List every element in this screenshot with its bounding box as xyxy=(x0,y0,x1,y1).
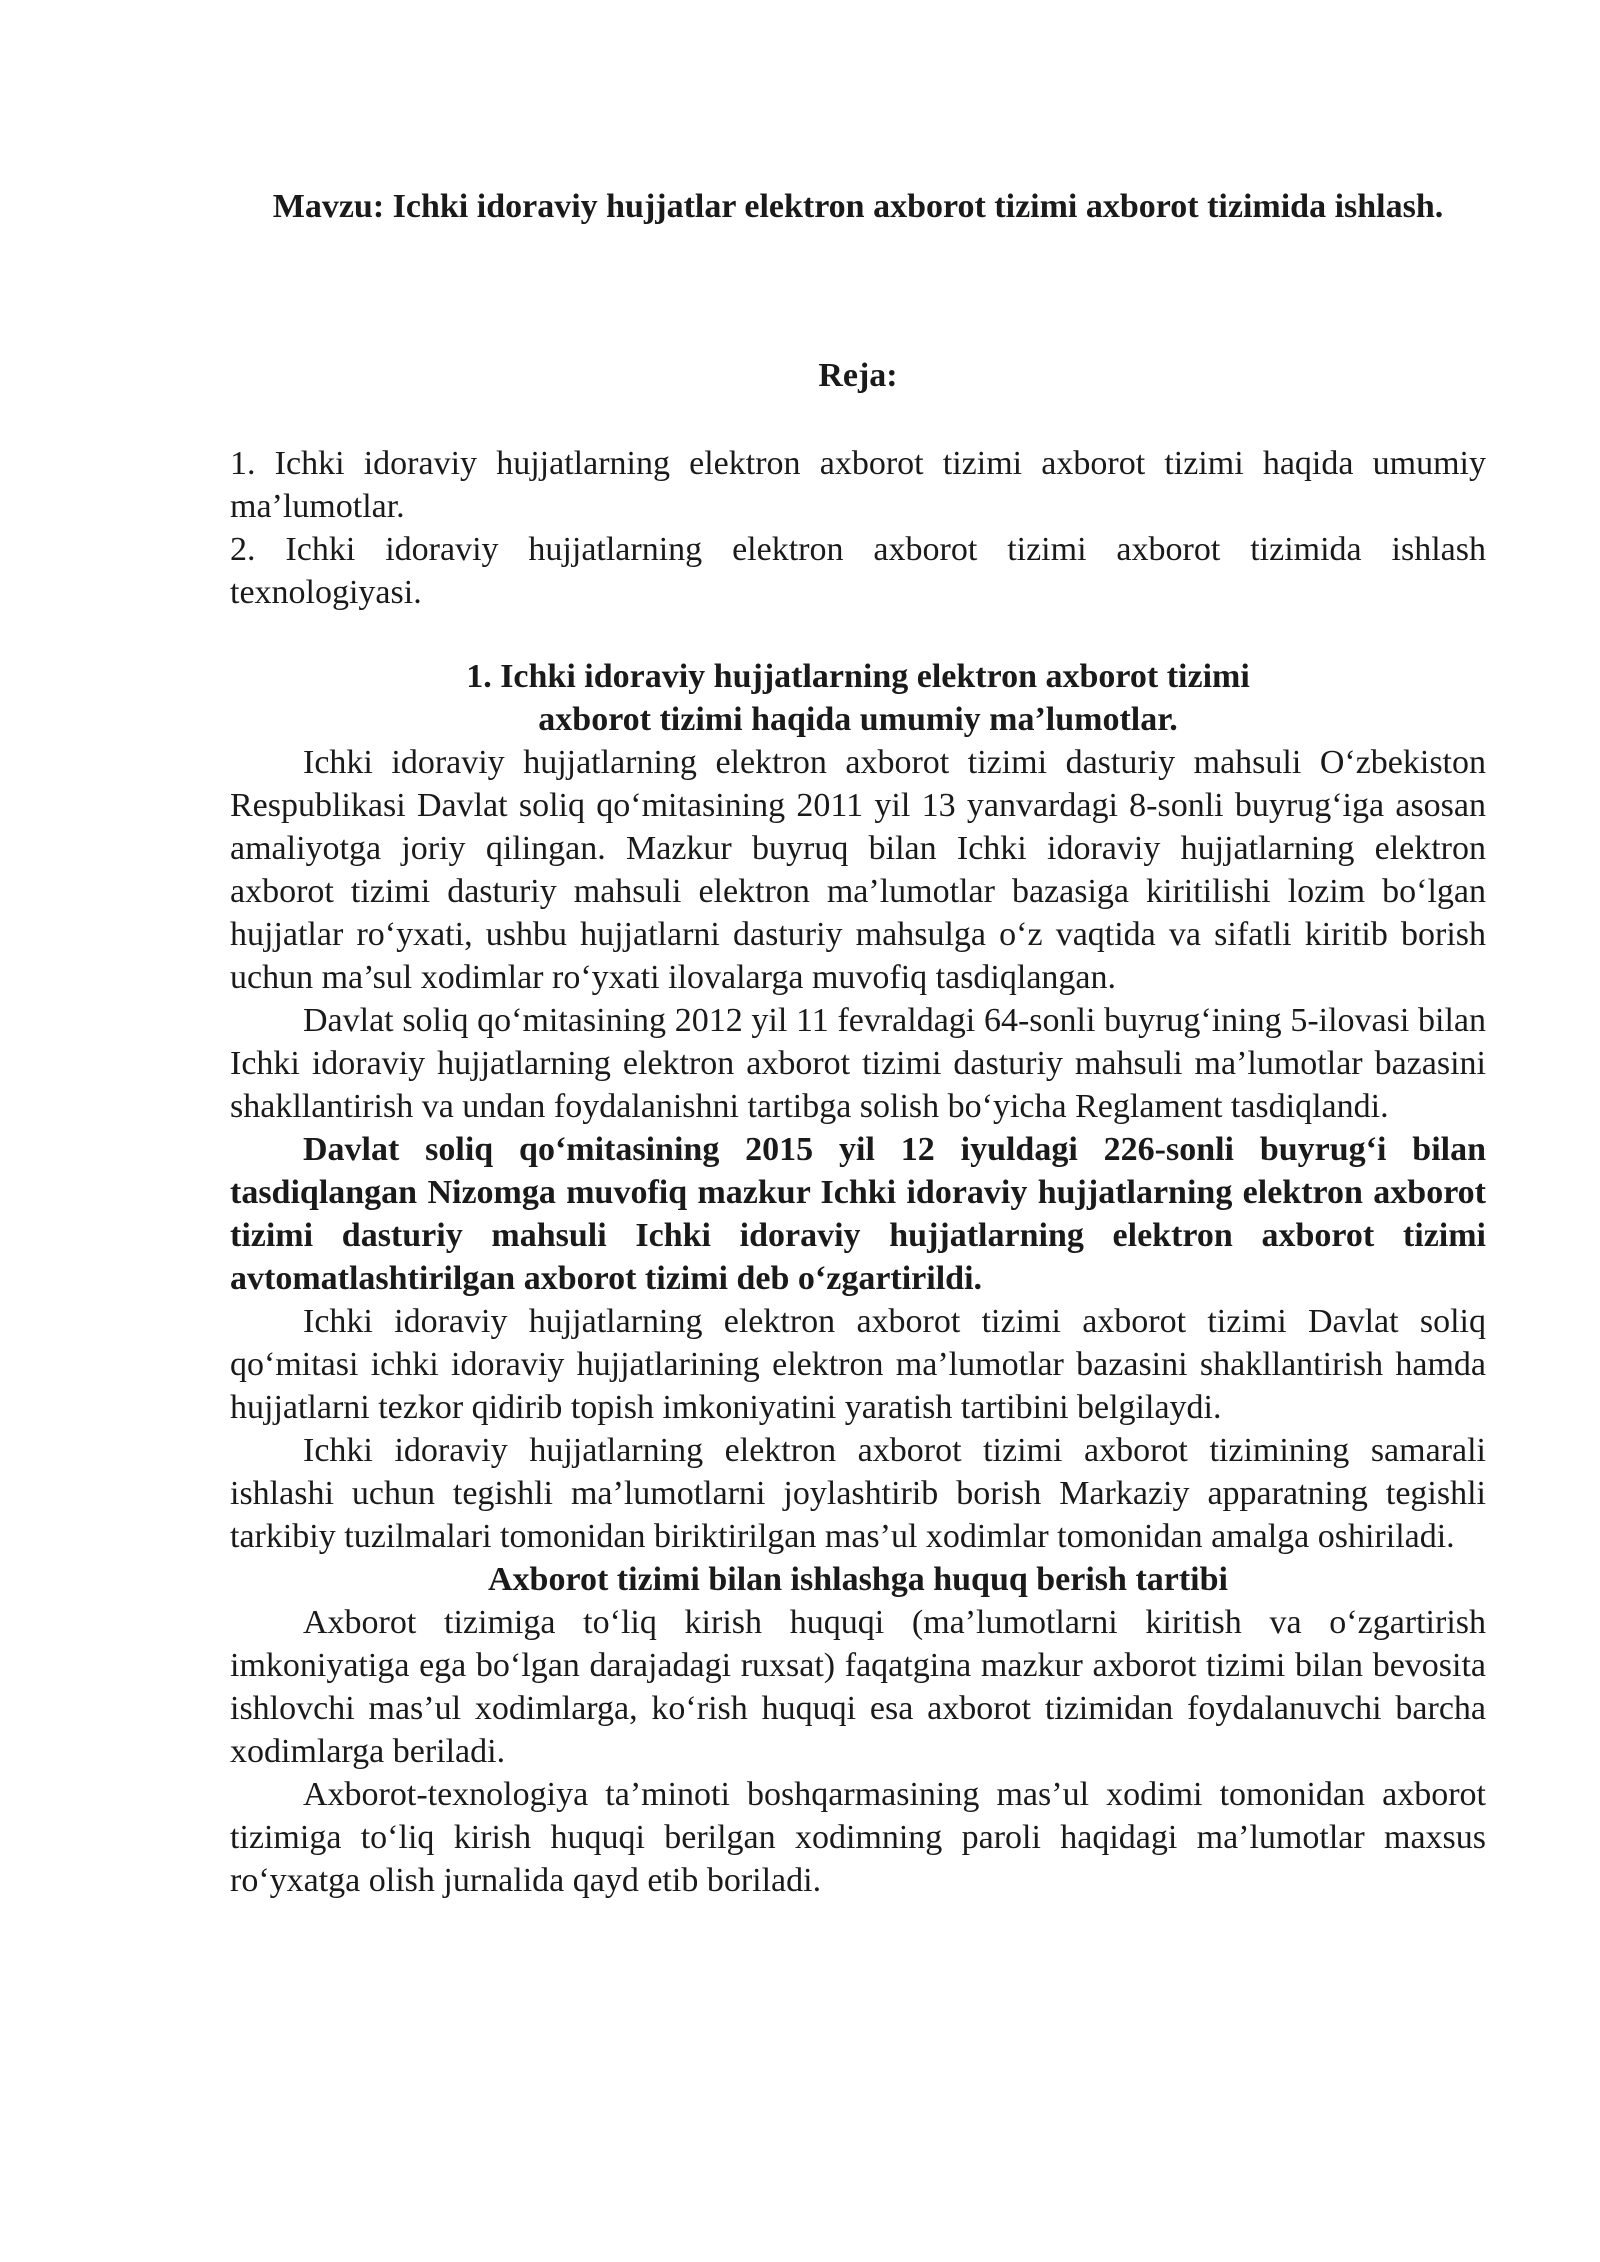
paragraph: Ichki idoraviy hujjatlarning elektron axborot tizimi axborot tizimining samarali ishlashi uchun tegishli ma’lumotlarni joylashtirib borish Markaziy apparatning tegishli tarkibiy tuzilmalari tomonidan biriktirilgan mas’ul xodimlar tomonidan amalga oshiriladi. xyxy=(230,1432,1486,1555)
paragraph: Ichki idoraviy hujjatlarning elektron axborot tizimi dasturiy mahsuli O‘zbekiston Respublikasi Davlat soliq qo‘mitasining 2011 yil 13 yanvardagi 8-sonli buyrug‘iga asosan amaliyotga joriy qilingan. Mazkur buyruq bilan Ichki idoraviy hujjatlarning elektron axborot tizimi dasturiy mahsuli elektron ma’lumotlar bazasiga kiritilishi lozim bo‘lgan hujjatlar ro‘yxati, ushbu hujjatlarni dasturiy mahsulga o‘z vaqtida va sifatli kiritib borish uchun ma’sul xodimlar ro‘yxati ilovalarga muvofiq tasdiqlangan. xyxy=(230,744,1486,996)
paragraph: Axborot tizimiga to‘liq kirish huquqi (ma’lumotlarni kiritish va o‘zgartirish imkoniyatiga ega bo‘lgan darajadagi ruxsat) faqatgina mazkur axborot tizimi bilan bevosita ishlovchi mas’ul xodimlarga, ko‘rish huquqi esa axborot tizimidan foydalanuvchi barcha xodimlarga beriladi. xyxy=(230,1604,1486,1770)
plan-item: 1. Ichki idoraviy hujjatlarning elektron axborot tizimi axborot tizimi haqida umumiy ma’lumotlar. xyxy=(230,445,1486,525)
plan-list xyxy=(230,442,1486,614)
document-title: Mavzu: Ichki idoraviy hujjatlar elektron axborot tizimi axborot tizimida ishlash. xyxy=(272,188,1444,225)
paragraph: Ichki idoraviy hujjatlarning elektron axborot tizimi axborot tizimi Davlat soliq qo‘mitasi ichki idoraviy hujjatlarining elektron ma’lumotlar bazasini shakllantirish hamda hujjatlarni tezkor qidirib topish imkoniyatini yaratish tartibini belgilaydi. xyxy=(230,1303,1486,1426)
subsection-title: Axborot tizimi bilan ishlashga huquq berish tartibi xyxy=(488,1561,1228,1598)
plan-heading: Reja: xyxy=(818,357,898,394)
document-body xyxy=(230,741,1486,1902)
section-title-line: axborot tizimi haqida umumiy ma’lumotlar. xyxy=(538,701,1178,738)
paragraph: Axborot-texnologiya ta’minoti boshqarmasining mas’ul xodimi tomonidan axborot tizimiga to‘liq kirish huquqi berilgan xodimning paroli haqidagi ma’lumotlar maxsus ro‘yxatga olish jurnalida qayd etib boriladi. xyxy=(230,1776,1486,1899)
section-title-line: 1. Ichki idoraviy hujjatlarning elektron axborot tizimi xyxy=(466,658,1250,695)
paragraph: Davlat soliq qo‘mitasining 2012 yil 11 fevraldagi 64-sonli buyrug‘ining 5-ilovasi bilan Ichki idoraviy hujjatlarning elektron axborot tizimi dasturiy mahsuli ma’lumotlar bazasini shakllantirish va undan foydalanishni tartibga solish bo‘yicha Reglament tasdiqlandi. xyxy=(230,1002,1486,1125)
bold-paragraph: Davlat soliq qo‘mitasining 2015 yil 12 iyuldagi 226-sonli buyrug‘i bilan tasdiqlangan Nizomga muvofiq mazkur Ichki idoraviy hujjatlarning elektron axborot tizimi dasturiy mahsuli Ichki idoraviy hujjatlarning elektron axborot tizimi avtomatlashtirilgan axborot tizimi deb o‘zgartirildi. xyxy=(230,1131,1486,1297)
plan-item: 2. Ichki idoraviy hujjatlarning elektron axborot tizimi axborot tizimida ishlash texnologiyasi. xyxy=(230,531,1486,611)
section-title xyxy=(230,655,1486,741)
